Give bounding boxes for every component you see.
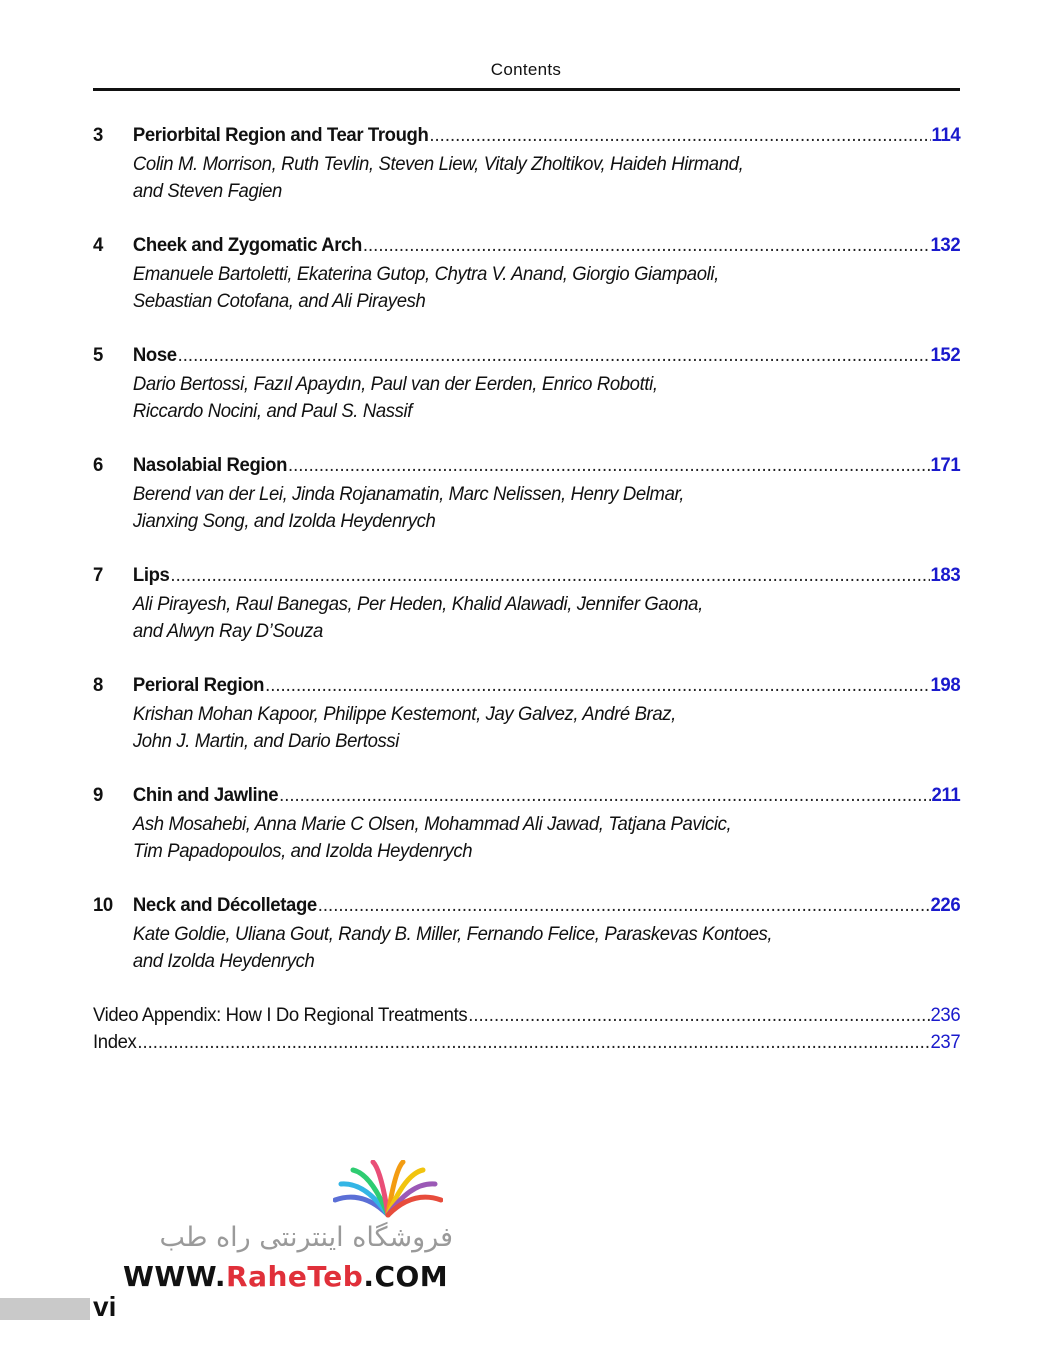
page-number-link[interactable]: 171 bbox=[930, 454, 961, 476]
author-line: Berend van der Lei, Jinda Rojanamatin, Marc Nelissen, Henry Delmar, bbox=[132, 483, 685, 505]
author-line: John J. Martin, and Dario Bertossi bbox=[132, 730, 400, 752]
chapter-number: 9 bbox=[93, 784, 103, 806]
author-line: Ali Pirayesh, Raul Banegas, Per Heden, Khalid Alawadi, Jennifer Gaona, bbox=[132, 593, 703, 615]
page-number-link[interactable]: 198 bbox=[930, 674, 961, 696]
chapter-authors bbox=[93, 591, 1000, 645]
dot-leader bbox=[363, 234, 930, 257]
back-matter-title[interactable]: Index bbox=[93, 1030, 137, 1053]
chapter-number: 5 bbox=[93, 344, 103, 366]
chapter-title[interactable]: Perioral Region bbox=[132, 674, 265, 696]
header-rule bbox=[93, 88, 960, 91]
chapter-number: 8 bbox=[93, 674, 103, 696]
running-head: Contents bbox=[490, 60, 562, 79]
toc-entry bbox=[93, 344, 960, 425]
dot-leader bbox=[288, 454, 930, 477]
watermark-url[interactable] bbox=[123, 1260, 448, 1293]
toc-entry bbox=[93, 124, 960, 205]
folio-bar bbox=[0, 1298, 90, 1320]
back-matter-line[interactable] bbox=[93, 1004, 960, 1031]
chapter-authors bbox=[93, 151, 1000, 205]
toc-entry bbox=[93, 674, 960, 755]
chapter-title[interactable]: Chin and Jawline bbox=[132, 784, 279, 806]
url-suffix: .COM bbox=[363, 1260, 449, 1293]
page-number-link[interactable]: 132 bbox=[930, 234, 961, 256]
chapter-authors bbox=[93, 261, 1000, 315]
chapter-number: 6 bbox=[93, 454, 103, 476]
chapter-authors bbox=[93, 921, 1000, 975]
author-line: Jianxing Song, and Izolda Heydenrych bbox=[132, 510, 436, 532]
chapter-number: 10 bbox=[93, 894, 113, 916]
chapter-title[interactable]: Nose bbox=[132, 344, 177, 366]
toc-line[interactable] bbox=[93, 564, 960, 591]
book-fan-logo-icon bbox=[333, 1160, 443, 1220]
author-line: Kate Goldie, Uliana Gout, Randy B. Miller, Fernando Felice, Paraskevas Kontoes, bbox=[132, 923, 773, 945]
chapter-list bbox=[93, 124, 960, 975]
toc-entry bbox=[93, 564, 960, 645]
page-number-link[interactable]: 152 bbox=[930, 344, 961, 366]
dot-leader bbox=[137, 1031, 929, 1054]
dot-leader bbox=[178, 344, 930, 367]
author-line: Emanuele Bartoletti, Ekaterina Gutop, Chytra V. Anand, Giorgio Giampaoli, bbox=[132, 263, 719, 285]
author-line: Ash Mosahebi, Anna Marie C Olsen, Mohammad Ali Jawad, Tatjana Pavicic, bbox=[132, 813, 732, 835]
chapter-number: 4 bbox=[93, 234, 103, 256]
watermark-persian-text: فروشگاه اینترنتی راه طب bbox=[159, 1222, 453, 1253]
dot-leader bbox=[170, 564, 929, 587]
chapter-number: 3 bbox=[93, 124, 103, 146]
page-number-link[interactable]: 183 bbox=[930, 564, 961, 586]
author-line: Tim Papadopoulos, and Izolda Heydenrych bbox=[132, 840, 473, 862]
author-line: Sebastian Cotofana, and Ali Pirayesh bbox=[132, 290, 426, 312]
back-matter-list bbox=[93, 1004, 960, 1057]
toc-line[interactable] bbox=[93, 894, 960, 921]
dot-leader bbox=[468, 1004, 929, 1027]
page-number-link[interactable]: 237 bbox=[930, 1030, 961, 1053]
author-line: Dario Bertossi, Fazıl Apaydın, Paul van der Eerden, Enrico Robotti, bbox=[132, 373, 658, 395]
url-prefix: WWW. bbox=[123, 1260, 227, 1293]
author-line: and Alwyn Ray D’Souza bbox=[132, 620, 323, 642]
author-line: and Steven Fagien bbox=[132, 180, 282, 202]
chapter-title[interactable]: Neck and Décolletage bbox=[132, 894, 317, 916]
dot-leader bbox=[429, 124, 930, 147]
dot-leader bbox=[318, 894, 930, 917]
page-number-link[interactable]: 114 bbox=[931, 124, 961, 146]
chapter-number: 7 bbox=[93, 564, 103, 586]
chapter-authors bbox=[93, 481, 1000, 535]
chapter-authors bbox=[93, 811, 1000, 865]
author-line: Riccardo Nocini, and Paul S. Nassif bbox=[132, 400, 413, 422]
watermark bbox=[115, 1160, 455, 1300]
back-matter-title[interactable]: Video Appendix: How I Do Regional Treatments bbox=[93, 1004, 468, 1026]
url-brand: RaheTeb bbox=[226, 1260, 364, 1293]
table-of-contents bbox=[93, 124, 960, 1057]
toc-line[interactable] bbox=[93, 124, 960, 151]
dot-leader bbox=[265, 674, 929, 697]
page-number-link[interactable]: 236 bbox=[930, 1004, 961, 1026]
author-line: Krishan Mohan Kapoor, Philippe Kestemont, Jay Galvez, André Braz, bbox=[132, 703, 676, 725]
author-line: Colin M. Morrison, Ruth Tevlin, Steven Liew, Vitaly Zholtikov, Haideh Hirmand, bbox=[132, 153, 744, 175]
author-line: and Izolda Heydenrych bbox=[132, 950, 315, 972]
page-number-link[interactable]: 226 bbox=[930, 894, 961, 916]
chapter-title[interactable]: Nasolabial Region bbox=[132, 454, 288, 476]
chapter-authors bbox=[93, 371, 1000, 425]
toc-line[interactable] bbox=[93, 344, 960, 371]
chapter-title[interactable]: Cheek and Zygomatic Arch bbox=[132, 234, 362, 256]
toc-entry bbox=[93, 894, 960, 975]
toc-line[interactable] bbox=[93, 454, 960, 481]
chapter-title[interactable]: Periorbital Region and Tear Trough bbox=[132, 124, 429, 146]
toc-line[interactable] bbox=[93, 234, 960, 261]
chapter-authors bbox=[93, 701, 1000, 755]
toc-entry bbox=[93, 454, 960, 535]
toc-entry bbox=[93, 234, 960, 315]
dot-leader bbox=[279, 784, 930, 807]
chapter-title[interactable]: Lips bbox=[132, 564, 170, 586]
page-number-link[interactable]: 211 bbox=[931, 784, 961, 806]
page-folio: vi bbox=[93, 1291, 117, 1322]
toc-line[interactable] bbox=[93, 674, 960, 701]
toc-line[interactable] bbox=[93, 784, 960, 811]
toc-entry bbox=[93, 784, 960, 865]
back-matter-line[interactable] bbox=[93, 1031, 960, 1058]
